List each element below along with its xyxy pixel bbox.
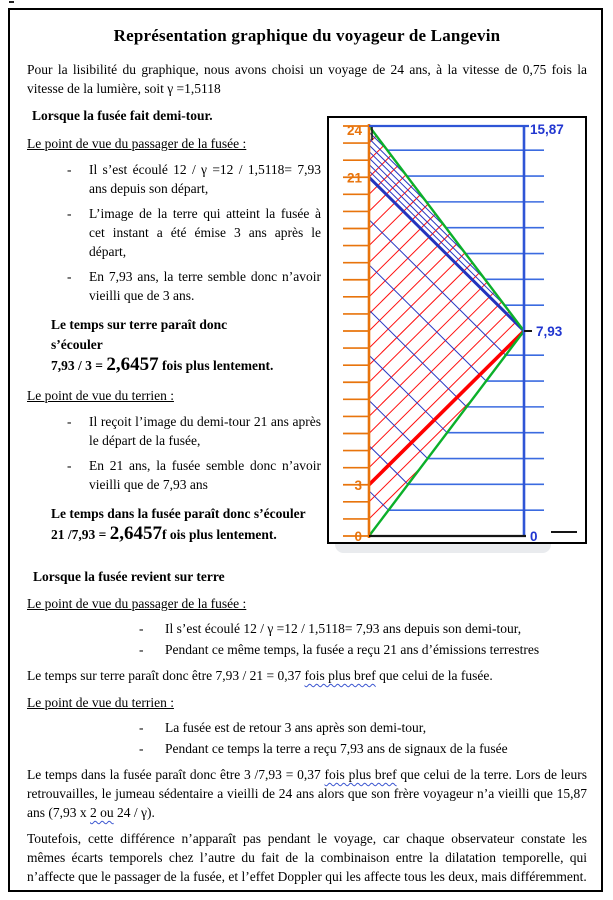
rocket-light-signal bbox=[369, 310, 467, 407]
intro-paragraph: Pour la lisibilité du graphique, nous avons choisi un voyage de 24 ans, à la vitesse de 0,75 fois la vitesse de la lumière, soit γ =1,5118 bbox=[27, 62, 587, 96]
spellcheck-underline: fois plus bref bbox=[324, 767, 397, 782]
earth-axis-label-3: 3 bbox=[354, 477, 362, 493]
chart-area bbox=[327, 116, 587, 544]
earth-axis-label-24: 24 bbox=[346, 123, 362, 138]
conclusion-equation: 7,93 / 3 = 2,6457 fois plus lentement. bbox=[51, 354, 274, 375]
earth-light-signal bbox=[369, 399, 472, 502]
bullet-dash: - bbox=[67, 206, 72, 221]
rocket-axis-label-15-87: 15,87 bbox=[530, 122, 564, 137]
rocket-time-ratio-line: Le temps dans la fusée paraît donc être 3 /7,93 = 0,37 fois plus bref que celui de la terre. Lors de leurs retrouvailles, le jumeau sédentaire a vieilli de 24 ans alors que son frère voyageur n’a vieilli que 15,87 ans (7,93 x 2 ou 24 / γ). bbox=[27, 767, 587, 820]
turnaround-text-column bbox=[27, 104, 325, 555]
earth-light-signal bbox=[369, 263, 472, 366]
earth-light-signal bbox=[369, 243, 458, 331]
rocket-time-conclusion: Le temps dans la fusée paraît donc s’écouler 21 /7,93 = 2,6457f ois plus lentement. bbox=[51, 506, 306, 544]
spellcheck-underline: fois plus bref bbox=[304, 668, 376, 683]
bullet-text: Pendant ce même temps, la fusée a reçu 21 ans d’émissions terrestres bbox=[165, 642, 540, 657]
list-item bbox=[27, 160, 325, 198]
bullet-dash: - bbox=[139, 642, 144, 657]
list-item bbox=[27, 739, 587, 758]
passenger-view-header: Le point de vue du passager de la fusée : bbox=[27, 596, 247, 611]
bullet-dash: - bbox=[67, 414, 72, 429]
bullet-text: La fusée est de retour 3 ans après son demi-tour, bbox=[165, 720, 427, 735]
list-item bbox=[27, 718, 587, 737]
bullet-text: Il reçoit l’image du demi-tour 21 ans après le départ de la fusée, bbox=[89, 414, 321, 448]
earth-light-signal bbox=[369, 214, 435, 280]
earth-light-signal bbox=[369, 272, 480, 382]
rocket-axis-label-0: 0 bbox=[530, 529, 538, 542]
earth-time-conclusion bbox=[51, 315, 321, 376]
bullet-text: En 7,93 ans, la terre semble donc n’avoir vieilli que de 3 ans. bbox=[89, 269, 321, 303]
bullet-dash: - bbox=[139, 621, 144, 636]
terrien-view-header: Le point de vue du terrien : bbox=[27, 695, 174, 710]
earth-light-signal bbox=[369, 282, 487, 399]
return-heading: Lorsque la fusée revient sur terre bbox=[33, 569, 225, 584]
terrien-view-header: Le point de vue du terrien : bbox=[27, 388, 174, 403]
earth-light-signal bbox=[369, 292, 494, 416]
bullet-dash: - bbox=[139, 741, 144, 756]
list-item bbox=[27, 412, 325, 450]
rocket-light-signal bbox=[369, 491, 389, 510]
page-title: Représentation graphique du voyageur de Langevin bbox=[113, 26, 501, 45]
bullet-text: L’image de la terre qui atteint la fusée à cet instant a été émise 3 ans après le départ, bbox=[89, 206, 321, 259]
earth-axis-label-0: 0 bbox=[354, 529, 362, 542]
list-item bbox=[27, 267, 325, 305]
rocket-axis-label-7-93: 7,93 bbox=[536, 324, 563, 339]
bullet-dash: - bbox=[67, 162, 72, 177]
rocket-light-signal bbox=[369, 220, 506, 356]
bullet-text: Il s’est écoulé 12 / γ =12 / 1,5118= 7,93 ans depuis son départ, bbox=[89, 162, 321, 196]
conclusion-line: Le temps sur terre paraît donc bbox=[51, 317, 228, 332]
document-page bbox=[27, 18, 587, 893]
bullet-text: Il s’est écoulé 12 / γ =12 / 1,5118= 7,93 ans depuis son demi-tour, bbox=[165, 621, 522, 636]
big-ratio: 2,6457 bbox=[109, 523, 162, 544]
bullet-dash: - bbox=[67, 269, 72, 284]
two-column-layout bbox=[27, 104, 587, 555]
bullet-dash: - bbox=[67, 458, 72, 473]
spacetime-chart-frame bbox=[327, 116, 587, 544]
bullet-text: En 21 ans, la fusée semble donc n’avoir vieilli que de 7,93 ans bbox=[89, 458, 321, 492]
big-ratio: 2,6457 bbox=[106, 354, 159, 375]
rocket-light-signal bbox=[369, 265, 486, 381]
conclusion-line: s’écouler bbox=[51, 337, 103, 352]
earth-light-signal bbox=[369, 204, 428, 263]
bullet-dash: - bbox=[139, 720, 144, 735]
rocket-light-signal bbox=[369, 400, 428, 458]
list-item bbox=[27, 456, 325, 494]
earth-time-ratio-line: Le temps sur terre paraît donc être 7,93 / 21 = 0,37 fois plus bref que celui de la fusée. bbox=[27, 668, 493, 683]
bullet-text: Pendant ce temps la terre a reçu 7,93 ans de signaux de la fusée bbox=[165, 741, 508, 756]
rocket-light-signal bbox=[369, 158, 465, 254]
earth-axis-label-21: 21 bbox=[346, 170, 362, 186]
page-corner-mark bbox=[9, 1, 14, 3]
spacetime-chart bbox=[329, 118, 585, 542]
final-paragraph: Toutefois, cette différence n’apparaît pas pendant le voyage, car chaque observateur constate les mêmes écarts temporels chez l’autre du fait de la combinaison entre la dilatation temporelle, qui n’affecte que le passager de la fusée, et l’effet Doppler qui les affecte tous les deux, mais différemment. bbox=[27, 831, 587, 884]
list-item bbox=[27, 619, 587, 638]
earth-light-signal bbox=[369, 185, 413, 229]
earth-light-signal bbox=[369, 175, 406, 212]
list-item bbox=[27, 640, 587, 659]
turnaround-heading: Lorsque la fusée fait demi-tour. bbox=[32, 108, 213, 123]
spellcheck-underline: 2 ou bbox=[90, 805, 114, 820]
return-section bbox=[27, 567, 587, 886]
list-item bbox=[27, 204, 325, 261]
highlighted-earth-signal bbox=[369, 331, 524, 485]
earth-light-signal bbox=[369, 302, 502, 434]
passenger-view-header: Le point de vue du passager de la fusée : bbox=[27, 136, 247, 151]
